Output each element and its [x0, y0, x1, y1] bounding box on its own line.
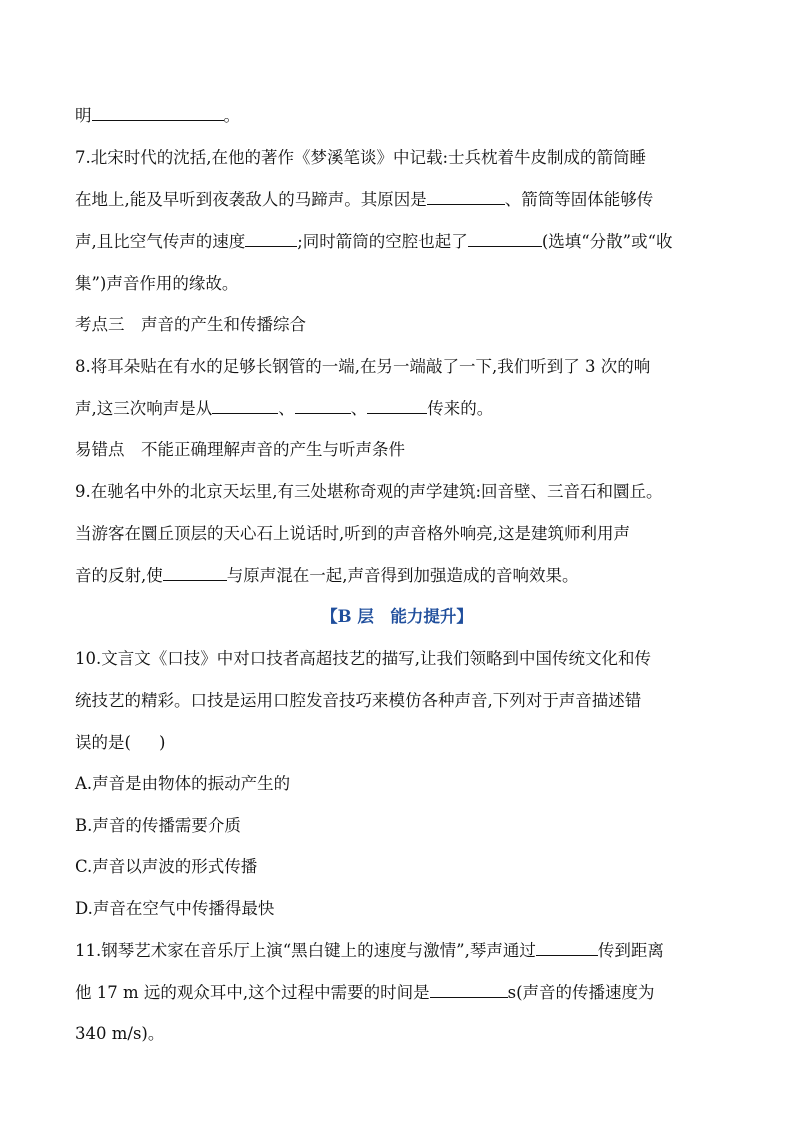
- q9-line-3-text-b: 与原声混在一起,声音得到加强造成的音响效果。: [226, 566, 579, 585]
- q8-blank-1[interactable]: [212, 397, 278, 414]
- q8-sep-2: 、: [350, 399, 368, 418]
- q7-line-1: 7.北宋时代的沈括,在他的著作《梦溪笔谈》中记载:士兵枕着牛皮制成的箭筒睡: [75, 148, 647, 167]
- q7-line-3-text-b: ;同时箭筒的空腔也起了: [297, 232, 468, 251]
- q8-line-2-text-a: 声,这三次响声是从: [75, 399, 213, 418]
- q8-line-2: [75, 397, 735, 421]
- q10-line-1: 10.文言文《口技》中对口技者高超技艺的描写,让我们领略到中国传统文化和传: [75, 649, 651, 668]
- q8-sep-1: 、: [278, 399, 295, 418]
- q11-line-2-text-b: s(声音的传播速度为: [507, 983, 655, 1002]
- q10-line-3: [75, 731, 735, 755]
- q10-option-d[interactable]: D.声音在空气中传播得最快: [75, 899, 275, 918]
- q8-line-1: 8.将耳朵贴在有水的足够长钢管的一端,在另一端敲了一下,我们听到了 3 次的响: [75, 357, 651, 376]
- q9-line-1: 9.在驰名中外的北京天坛里,有三处堪称奇观的声学建筑:回音壁、三音石和圜丘。: [75, 482, 663, 501]
- section-b-title: 【B 层 能力提升】: [321, 607, 473, 626]
- q9-line-3: [75, 564, 735, 588]
- q10-option-b[interactable]: B.声音的传播需要介质: [75, 816, 241, 835]
- q9-line-3-text-a: 音的反射,使: [75, 566, 163, 585]
- q7-blank-2[interactable]: [245, 230, 297, 247]
- q10-close-paren: ): [158, 733, 166, 752]
- q11-line-2: [75, 981, 735, 1005]
- q8-blank-2[interactable]: [295, 397, 351, 414]
- q6-tail-end: 。: [223, 106, 240, 125]
- q7-line-3-text-a: 声,且比空气传声的速度: [75, 232, 246, 251]
- kp3-heading: 考点三 声音的产生和传播综合: [75, 315, 306, 334]
- q11-blank-2[interactable]: [430, 981, 508, 998]
- q6-tail: [75, 104, 735, 128]
- error-point-heading: 易错点 不能正确理解声音的产生与听声条件: [75, 440, 405, 459]
- q7-line-4: 集”)声音作用的缘故。: [75, 274, 239, 293]
- q8-line-2-text-b: 传来的。: [427, 399, 494, 418]
- q9-line-2: 当游客在圜丘顶层的天心石上说话时,听到的声音格外响亮,这是建筑师利用声: [75, 524, 630, 543]
- q11-blank-1[interactable]: [536, 939, 598, 956]
- q7-blank-1[interactable]: [427, 188, 505, 205]
- q6-answer-blank[interactable]: [92, 104, 224, 121]
- q11-line-3: 340 m/s)。: [75, 1024, 165, 1043]
- q11-line-1-text-b: 传到距离: [597, 941, 664, 960]
- q7-line-3: [75, 230, 735, 254]
- q9-blank[interactable]: [163, 564, 227, 581]
- q11-line-1: [75, 939, 735, 963]
- q11-line-1-text-a: 11.钢琴艺术家在音乐厅上演“黑白键上的速度与激情”,琴声通过: [75, 941, 536, 960]
- q10-stem-end: 误的是(: [75, 733, 131, 752]
- q10-line-2: 统技艺的精彩。口技是运用口腔发音技巧来模仿各种声音,下列对于声音描述错: [75, 691, 642, 710]
- q8-blank-3[interactable]: [367, 397, 427, 414]
- q10-option-c[interactable]: C.声音以声波的形式传播: [75, 857, 258, 876]
- q7-line-2-text-b: 、箭筒等固体能够传: [504, 190, 654, 209]
- q7-line-2: [75, 188, 735, 212]
- q7-blank-3[interactable]: [468, 230, 542, 247]
- q10-option-a[interactable]: A.声音是由物体的振动产生的: [75, 774, 291, 793]
- q11-line-2-text-a: 他 17 m 远的观众耳中,这个过程中需要的时间是: [75, 983, 430, 1002]
- q7-line-2-text-a: 在地上,能及早听到夜袭敌人的马蹄声。其原因是: [75, 190, 427, 209]
- q6-tail-text: 明: [75, 106, 92, 125]
- q7-line-3-text-c: (选填“分散”或“收: [541, 232, 673, 251]
